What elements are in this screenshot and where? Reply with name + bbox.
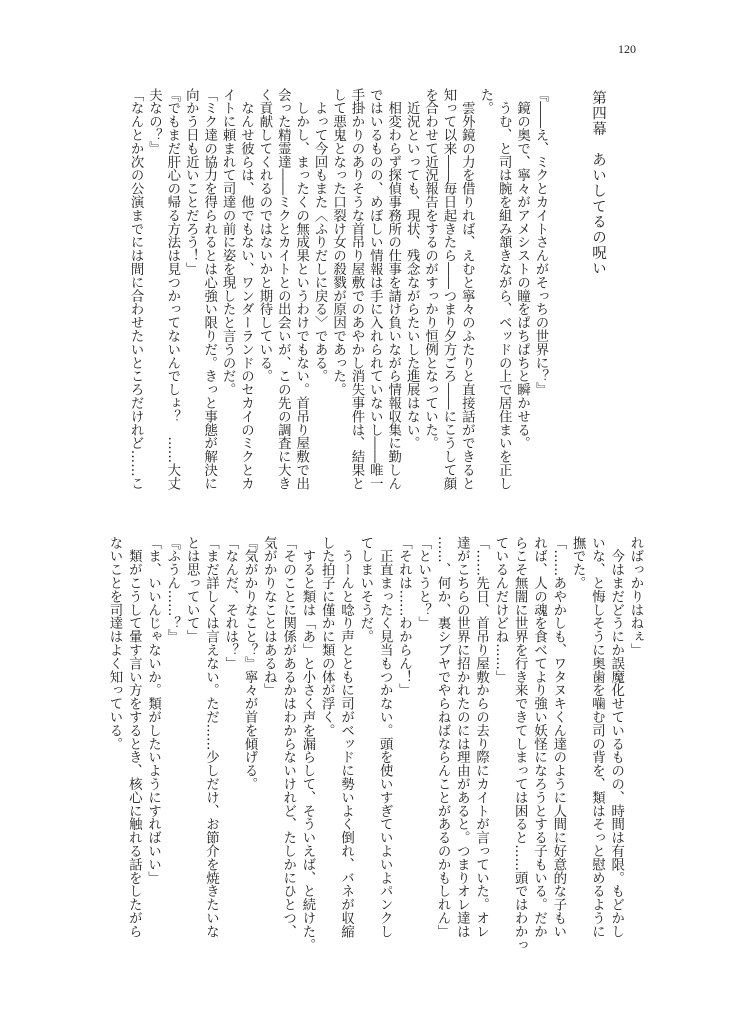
text-line: 「なんだ、それは？」 bbox=[222, 536, 238, 670]
text-line: 類がこうして暈す言い方をするとき、核心に触れる話をしたがら bbox=[126, 536, 142, 938]
text-line: 雲外鏡の力を借りれば、えむと寧々のふたりと直接話ができると bbox=[459, 88, 475, 490]
text-line: 『気がかりなこと？』寧々が首を傾げる。 bbox=[242, 536, 258, 791]
text-line: を合わせて近況報告をするのがすっかり恒例となっていた。 bbox=[422, 88, 438, 450]
page-number: 120 bbox=[618, 42, 636, 56]
text-line: 正直まったく見当もつかない。頭を使いすぎていよいよパンクし bbox=[377, 536, 393, 938]
text-line: 撫でた。 bbox=[570, 536, 586, 590]
text-line: 夫なの？』 bbox=[146, 88, 162, 155]
text-line: 向かう日も近いことだろう！」 bbox=[183, 88, 199, 276]
text-line: 「……先日、首吊り屋敷からの去り際にカイトが言っていた。オレ bbox=[473, 536, 489, 938]
text-line: 気がかりなことはあるね」 bbox=[261, 536, 277, 697]
text-line: 「なんとか次の公演までには間に合わせたいところだけれど……こ bbox=[128, 88, 144, 490]
text-line: 会った精霊達――ミクとカイトとの出会いが、この先の調査に大き bbox=[275, 88, 291, 490]
text-line: うーんと唸り声とともに司がベッドに勢いよく倒れ、バネが収縮 bbox=[338, 536, 354, 938]
text-line: てしまいそうだ。 bbox=[357, 536, 373, 644]
text-line: ないことを司達はよく知っている。 bbox=[106, 536, 122, 751]
text-block-upper bbox=[126, 88, 549, 498]
text-line: なんせ彼らは、他でもない、ワンダーランドのセカイのミクとカ bbox=[238, 88, 254, 490]
text-line: 手掛かりのありそうな首吊り屋敷でのあやかし消失事件は、結果と bbox=[348, 88, 364, 490]
text-line: 『ふうん……？』 bbox=[164, 536, 180, 644]
chapter-title: 第四幕 あいしてるの呪い bbox=[590, 90, 606, 276]
text-line: 「まだ詳しくは言えない。ただ……少しだけ、お節介を焼きたいな bbox=[203, 536, 219, 938]
text-line: しかし、まったくの無成果というわけでもない。首吊り屋敷で出 bbox=[293, 88, 309, 490]
text-line: ればっかりはねぇ」 bbox=[628, 536, 643, 657]
text-line: 「……あやかしも、ワタヌキくん達のように人間に好意的な子もい bbox=[550, 536, 566, 938]
text-line: 相変わらず探偵事務所の仕事を請け負いながら情報収集に勤しん bbox=[385, 88, 401, 490]
text-line: イトに頼まれて司達の前に姿を現したと言うのだ。 bbox=[220, 88, 236, 397]
text-line: ……、何か、裏シブヤでやらねばならんことがあるのかもしれん」 bbox=[435, 536, 451, 938]
text-line: 今はまだどうにか誤魔化せているものの、時間は有限。もどかし bbox=[608, 536, 624, 938]
text-line: く貢献してくれるのではないかと期待している。 bbox=[256, 88, 272, 383]
text-line: 鏡の奥で、寧々がアメシストの瞳をぱちぱちと瞬かせる。 bbox=[514, 88, 530, 450]
text-block-lower bbox=[105, 536, 645, 952]
text-line: うむ、と司は腕を組み頷きながら、ベッドの上で居住まいを正し bbox=[496, 88, 512, 490]
text-line: いな、と悔しそうに奥歯を噛む司の背を、類はそっと慰めるように bbox=[589, 536, 605, 938]
text-line: ではいるものの、めぼしい情報は手に入れられていないし――唯一 bbox=[367, 88, 383, 490]
text-line: 「というと？」 bbox=[415, 536, 431, 630]
text-line: 達がこちらの世界に招かれたのには理由があると。つまりオレ達は bbox=[454, 536, 470, 938]
text-line: 知って以来――毎日起きたら――つまり夕方ごろ――にこうして顔 bbox=[440, 88, 456, 490]
text-line: すると類は「あ」と小さく声を漏らして、そういえば、と続けた。 bbox=[299, 536, 315, 952]
text-line: よって今回もまた〈ふりだしに戻る〉である。 bbox=[312, 88, 328, 383]
text-line: らこそ無闇に世界を行き来できてしまっては困ると……頭ではわかっ bbox=[512, 536, 528, 952]
text-line: して悪鬼となった口裂け女の殺戮が原因であった。 bbox=[330, 88, 346, 397]
text-line: れば、人の魂を食べてより強い妖怪になろうとする子もいる。だか bbox=[531, 536, 547, 938]
text-line: た。 bbox=[477, 88, 493, 115]
text-line: ているんだけどね……」 bbox=[492, 536, 508, 684]
text-line: 近況といっても、現状、残念ながらたいした進展はない。 bbox=[404, 88, 420, 450]
text-line: 「ミク達の協力を得られるとは心強い限りだ。きっと事態が解決に bbox=[201, 88, 217, 490]
text-line: した拍子に僅かに類の体が浮く。 bbox=[319, 536, 335, 737]
text-line: 「そのことに関係があるかはわからないけれど、たしかにひとつ、 bbox=[280, 536, 296, 938]
text-line: とは思っていて」 bbox=[184, 536, 200, 644]
text-line: 「ま、いいんじゃないか。類がしたいようにすればいい」 bbox=[145, 536, 161, 885]
text-line: 『――え、ミクとカイトさんがそっちの世界に？』 bbox=[533, 88, 548, 397]
text-line: 「それは……わからん！」 bbox=[396, 536, 412, 697]
text-line: 『でもまだ肝心の帰る方法は見つかってないんでしょ？ ……大丈 bbox=[164, 88, 180, 490]
